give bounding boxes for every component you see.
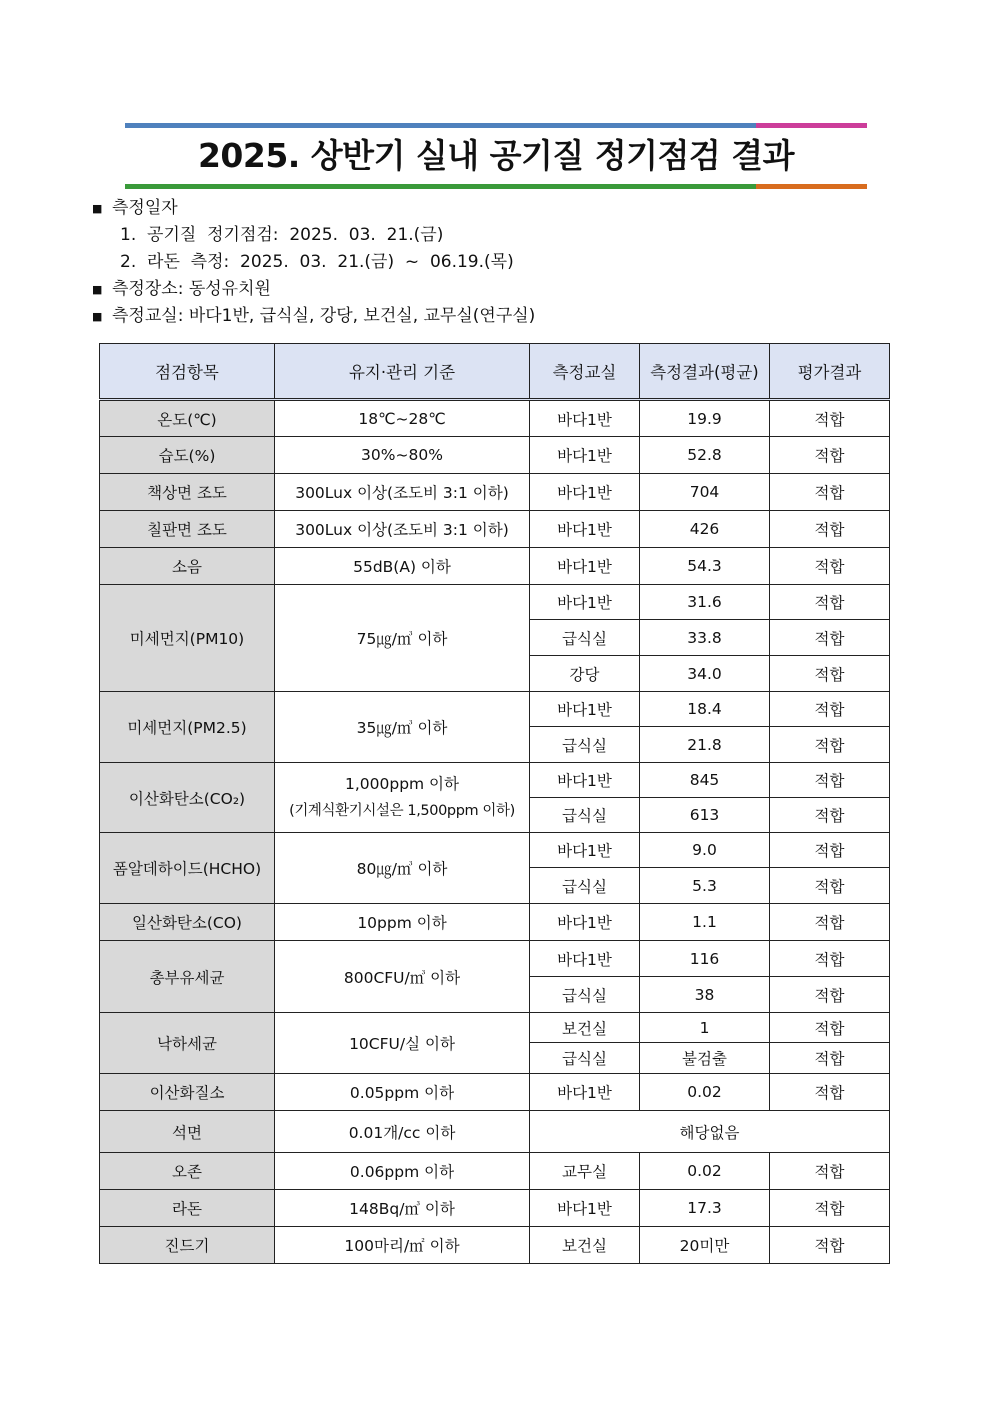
result-cell: 19.9 — [640, 400, 770, 437]
standard-cell: 100마리/㎡ 이하 — [275, 1227, 530, 1264]
result-cell: 1.1 — [640, 904, 770, 941]
result-cell: 5.3 — [640, 868, 770, 904]
table-row — [100, 692, 890, 727]
date-line-2: 2. 라돈 측정: 2025. 03. 21.(금) ~ 06.19.(목) — [120, 252, 514, 272]
evaluation-cell: 적합 — [770, 763, 890, 798]
room-cell: 바다1반 — [530, 400, 640, 437]
table-row — [100, 1153, 890, 1190]
table-row — [100, 763, 890, 798]
result-cell: 704 — [640, 474, 770, 511]
page-title: 2025. 상반기 실내 공기질 정기점검 결과 — [197, 136, 795, 175]
table-row — [100, 1190, 890, 1227]
table-row — [100, 585, 890, 620]
room-cell: 바다1반 — [530, 1190, 640, 1227]
room-cell: 바다1반 — [530, 1074, 640, 1111]
result-cell: 20미만 — [640, 1227, 770, 1264]
evaluation-cell: 적합 — [770, 1043, 890, 1074]
date-line-1: 1. 공기질 정기점검: 2025. 03. 21.(금) — [120, 225, 444, 245]
room-cell: 바다1반 — [530, 904, 640, 941]
item-cell: 이산화질소 — [100, 1074, 275, 1111]
results-table — [99, 343, 890, 1264]
standard-cell — [275, 763, 530, 833]
evaluation-cell: 적합 — [770, 798, 890, 833]
room-cell: 바다1반 — [530, 474, 640, 511]
standard-cell: 35㎍/㎥ 이하 — [275, 692, 530, 763]
evaluation-cell: 적합 — [770, 548, 890, 585]
evaluation-cell: 적합 — [770, 400, 890, 437]
evaluation-cell: 적합 — [770, 941, 890, 977]
standard-cell: 148Bq/㎥ 이하 — [275, 1190, 530, 1227]
result-cell: 21.8 — [640, 727, 770, 763]
evaluation-cell: 적합 — [770, 1190, 890, 1227]
evaluation-cell: 적합 — [770, 868, 890, 904]
standard-cell: 30%~80% — [275, 437, 530, 474]
date-heading-row — [92, 195, 535, 222]
room-cell: 바다1반 — [530, 585, 640, 620]
result-cell: 0.02 — [640, 1153, 770, 1190]
room-cell: 급식실 — [530, 727, 640, 763]
title-bottom-bar — [125, 184, 867, 189]
evaluation-cell: 적합 — [770, 474, 890, 511]
result-cell: 54.3 — [640, 548, 770, 585]
square-bullet-icon: ■ — [92, 310, 103, 323]
evaluation-cell: 적합 — [770, 727, 890, 763]
standard-cell: 0.01개/cc 이하 — [275, 1111, 530, 1153]
rooms-text: 측정교실: 바다1반, 급식실, 강당, 보건실, 교무실(연구실) — [112, 306, 536, 326]
standard-cell: 80㎍/㎥ 이하 — [275, 833, 530, 904]
table-header-row — [100, 344, 890, 400]
table-row — [100, 941, 890, 977]
place-row — [92, 276, 535, 303]
result-cell: 845 — [640, 763, 770, 798]
standard-cell: 55dB(A) 이하 — [275, 548, 530, 585]
table-row — [100, 1227, 890, 1264]
room-cell: 보건실 — [530, 1227, 640, 1264]
room-cell: 바다1반 — [530, 437, 640, 474]
item-cell: 칠판면 조도 — [100, 511, 275, 548]
room-cell: 급식실 — [530, 977, 640, 1013]
item-cell: 낙하세균 — [100, 1013, 275, 1074]
evaluation-cell: 적합 — [770, 1074, 890, 1111]
item-cell: 진드기 — [100, 1227, 275, 1264]
room-cell: 바다1반 — [530, 763, 640, 798]
standard-cell: 18℃~28℃ — [275, 400, 530, 437]
item-cell: 온도(℃) — [100, 400, 275, 437]
result-cell: 불검출 — [640, 1043, 770, 1074]
evaluation-cell: 적합 — [770, 620, 890, 656]
room-cell: 바다1반 — [530, 511, 640, 548]
standard-cell: 10CFU/실 이하 — [275, 1013, 530, 1074]
item-cell: 책상면 조도 — [100, 474, 275, 511]
table-row — [100, 833, 890, 868]
result-cell: 0.02 — [640, 1074, 770, 1111]
header-item: 점검항목 — [100, 344, 275, 400]
table-row — [100, 904, 890, 941]
evaluation-cell: 적합 — [770, 1153, 890, 1190]
standard-line-1: 1,000ppm 이하 — [344, 774, 460, 793]
table-row — [100, 474, 890, 511]
table-row — [100, 400, 890, 437]
evaluation-cell: 적합 — [770, 977, 890, 1013]
standard-cell: 800CFU/㎥ 이하 — [275, 941, 530, 1013]
item-cell: 소음 — [100, 548, 275, 585]
table-row — [100, 1111, 890, 1153]
result-cell: 33.8 — [640, 620, 770, 656]
item-cell: 오존 — [100, 1153, 275, 1190]
result-cell: 426 — [640, 511, 770, 548]
table-row — [100, 437, 890, 474]
square-bullet-icon: ■ — [92, 283, 103, 296]
table-row — [100, 548, 890, 585]
result-cell: 52.8 — [640, 437, 770, 474]
result-cell: 9.0 — [640, 833, 770, 868]
standard-cell: 75㎍/㎥ 이하 — [275, 585, 530, 692]
standard-cell: 300Lux 이상(조도비 3:1 이하) — [275, 474, 530, 511]
room-cell: 급식실 — [530, 868, 640, 904]
table-row — [100, 1074, 890, 1111]
square-bullet-icon: ■ — [92, 202, 103, 215]
evaluation-cell: 적합 — [770, 1013, 890, 1043]
evaluation-cell: 적합 — [770, 692, 890, 727]
info-section — [92, 195, 535, 330]
room-cell: 급식실 — [530, 798, 640, 833]
room-cell: 급식실 — [530, 1043, 640, 1074]
title-block — [125, 123, 867, 189]
evaluation-cell: 적합 — [770, 437, 890, 474]
evaluation-cell: 적합 — [770, 1227, 890, 1264]
table-body — [100, 400, 890, 1264]
item-cell: 일산화탄소(CO) — [100, 904, 275, 941]
header-standard: 유지·관리 기준 — [275, 344, 530, 400]
header-result: 측정결과(평균) — [640, 344, 770, 400]
standard-cell: 0.05ppm 이하 — [275, 1074, 530, 1111]
room-cell: 바다1반 — [530, 941, 640, 977]
result-cell: 116 — [640, 941, 770, 977]
standard-cell: 10ppm 이하 — [275, 904, 530, 941]
result-cell: 34.0 — [640, 656, 770, 692]
evaluation-cell: 적합 — [770, 904, 890, 941]
room-cell: 교무실 — [530, 1153, 640, 1190]
date-heading: 측정일자 — [112, 198, 178, 218]
item-cell: 총부유세균 — [100, 941, 275, 1013]
table-row — [100, 1013, 890, 1043]
result-cell: 613 — [640, 798, 770, 833]
result-cell: 18.4 — [640, 692, 770, 727]
evaluation-cell: 적합 — [770, 656, 890, 692]
evaluation-cell: 적합 — [770, 585, 890, 620]
rooms-row — [92, 303, 535, 330]
evaluation-cell: 적합 — [770, 511, 890, 548]
standard-cell: 300Lux 이상(조도비 3:1 이하) — [275, 511, 530, 548]
header-room: 측정교실 — [530, 344, 640, 400]
result-cell: 38 — [640, 977, 770, 1013]
result-cell: 31.6 — [640, 585, 770, 620]
item-cell: 이산화탄소(CO₂) — [100, 763, 275, 833]
header-evaluation: 평가결과 — [770, 344, 890, 400]
result-cell: 17.3 — [640, 1190, 770, 1227]
standard-line-2: (기계식환기시설은 1,500ppm 이하) — [289, 802, 515, 819]
item-cell: 라돈 — [100, 1190, 275, 1227]
item-cell: 폼알데하이드(HCHO) — [100, 833, 275, 904]
evaluation-cell: 적합 — [770, 833, 890, 868]
item-cell: 미세먼지(PM2.5) — [100, 692, 275, 763]
table-row — [100, 511, 890, 548]
room-cell: 바다1반 — [530, 548, 640, 585]
room-cell: 바다1반 — [530, 692, 640, 727]
room-cell: 급식실 — [530, 620, 640, 656]
room-cell: 보건실 — [530, 1013, 640, 1043]
item-cell: 습도(%) — [100, 437, 275, 474]
item-cell: 석면 — [100, 1111, 275, 1153]
not-applicable-cell: 해당없음 — [530, 1111, 890, 1153]
place-text: 측정장소: 동성유치원 — [112, 279, 271, 299]
standard-cell: 0.06ppm 이하 — [275, 1153, 530, 1190]
item-cell: 미세먼지(PM10) — [100, 585, 275, 692]
result-cell: 1 — [640, 1013, 770, 1043]
room-cell: 바다1반 — [530, 833, 640, 868]
room-cell: 강당 — [530, 656, 640, 692]
